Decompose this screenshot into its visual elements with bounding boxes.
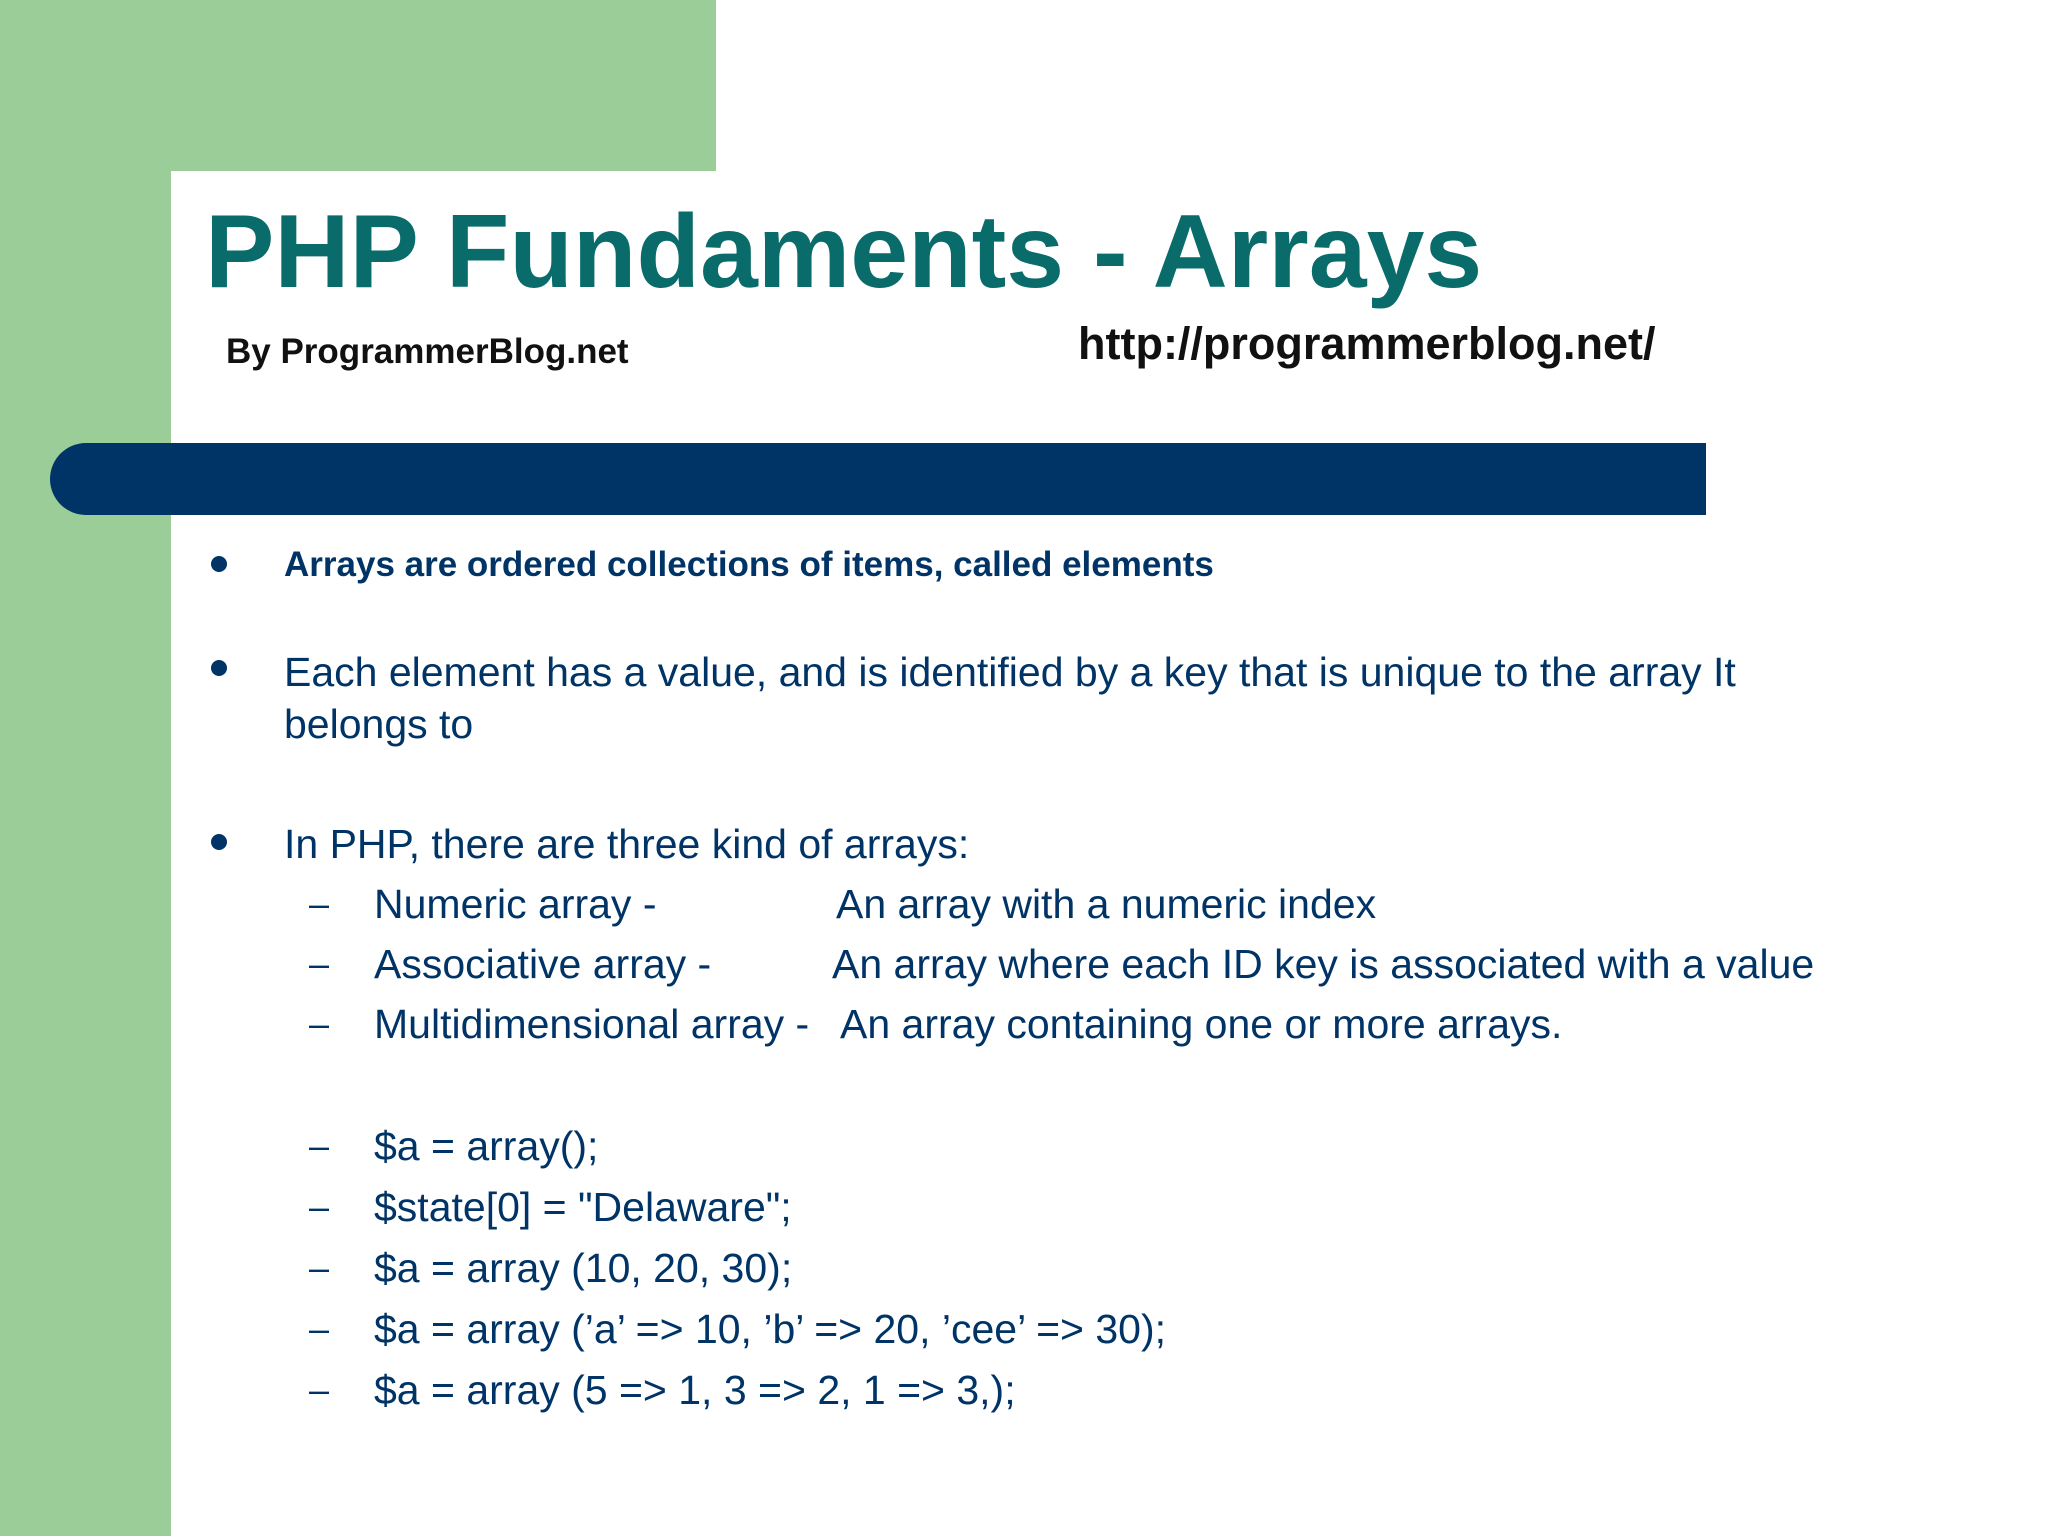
array-type-description: An array with a numeric index xyxy=(836,881,1377,927)
bullet-dot xyxy=(211,834,227,850)
dash-marker: – xyxy=(309,1369,330,1410)
code-example: $a = array (10, 20, 30); xyxy=(374,1245,793,1291)
array-type-name: Multidimensional array - xyxy=(374,1001,810,1047)
dash-marker: – xyxy=(309,943,330,984)
bullet-element-key: Each element has a value, and is identified by a key that is unique to the array It belongs to xyxy=(284,649,1736,747)
title-divider-bar xyxy=(50,443,1706,515)
code-example: $a = array (5 => 1, 3 => 2, 1 => 3,); xyxy=(374,1367,1016,1413)
dash-marker: – xyxy=(309,1247,330,1288)
dash-marker: – xyxy=(309,1003,330,1044)
bullet-dot xyxy=(211,660,227,676)
dash-marker: – xyxy=(309,1186,330,1227)
code-example: $state[0] = "Delaware"; xyxy=(374,1184,792,1230)
array-type-description: An array where each ID key is associated with a value xyxy=(832,941,1815,987)
green-accent-left xyxy=(0,0,171,1536)
slide-title: PHP Fundaments - Arrays xyxy=(205,194,1483,310)
blog-url: http://programmerblog.net/ xyxy=(1078,318,1656,369)
bullet-array-kinds: In PHP, there are three kind of arrays: xyxy=(284,821,970,867)
array-type-name: Numeric array - xyxy=(374,881,657,927)
bullet-dot xyxy=(211,556,227,572)
bullet-arrays-definition: Arrays are ordered collections of items, called elements xyxy=(284,545,1214,584)
green-accent-top xyxy=(0,0,716,171)
array-type-name: Associative array - xyxy=(374,941,712,987)
dash-marker: – xyxy=(309,1308,330,1349)
array-type-description: An array containing one or more arrays. xyxy=(840,1001,1563,1047)
author-byline: By ProgrammerBlog.net xyxy=(226,332,629,371)
dash-marker: – xyxy=(309,1125,330,1166)
code-example: $a = array (’a’ => 10, ’b’ => 20, ’cee’ => 30); xyxy=(374,1306,1167,1352)
dash-marker: – xyxy=(309,883,330,924)
code-example: $a = array(); xyxy=(374,1123,599,1169)
